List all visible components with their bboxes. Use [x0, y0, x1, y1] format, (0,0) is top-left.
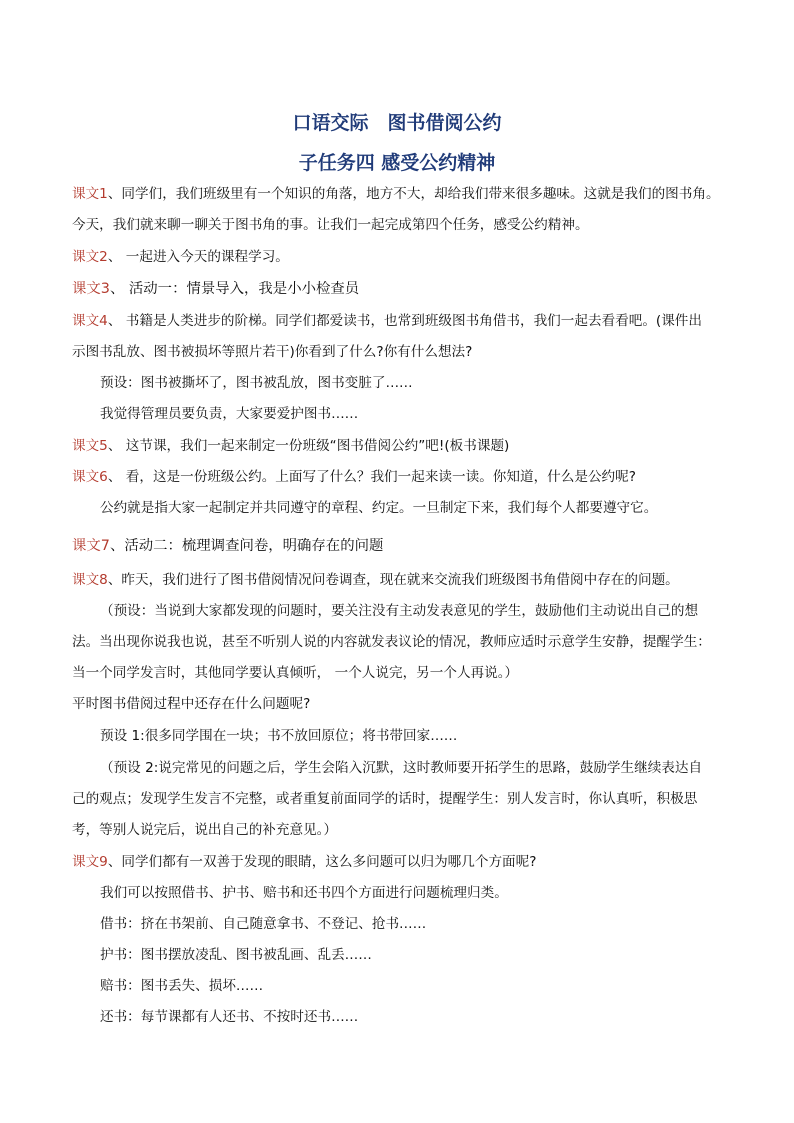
paragraph-text: 、 这节课，我们一起来制定一份班级“图书借阅公约”吧!(板书课题)	[107, 438, 510, 454]
preset-text: 预设 1:很多同学围在一块；书不放回原位；将书带回家……	[100, 728, 458, 744]
preset-text: 预设：图书被撕坏了，图书被乱放，图书变脏了……	[100, 375, 413, 391]
section-label: 课文1	[72, 186, 108, 202]
preset-text: （预设 2:说完常见的问题之后，学生会陷入沉默，这时教师要开拓学生的思路，鼓励学生继续表达自	[100, 760, 703, 776]
question-text: 平时图书借阅过程中还存在什么问题呢?	[72, 696, 311, 712]
paragraph-3	[72, 279, 359, 299]
preset-text: （预设：当说到大家都发现的问题时，要关注没有主动发表意见的学生，鼓励他们主动说出自己的想	[100, 603, 699, 619]
section-label: 课文2	[72, 249, 108, 265]
paragraph-5	[72, 436, 509, 456]
preset-text-cont: 考，等别人说完后，说出自己的补充意见。）	[72, 822, 338, 838]
list-item: 赔书：图书丢失、损坏……	[100, 978, 264, 994]
section-label: 课文6	[72, 469, 108, 485]
paragraph-text: 公约就是指大家一起制定并共同遵守的章程、约定。一旦制定下来，我们每个人都要遵守它。	[100, 500, 658, 516]
paragraph-text: 、昨天，我们进行了图书借阅情况问卷调查，现在就来交流我们班级图书角借阅中存在的问题。	[107, 572, 679, 588]
list-item: 还书：每节课都有人还书、不按时还书……	[100, 1009, 359, 1025]
paragraph-text: 我们可以按照借书、护书、赔书和还书四个方面进行问题梳理归类。	[100, 885, 508, 901]
page-subtitle: 子任务四 感受公约精神	[298, 152, 496, 174]
preset-text-cont: 法。当出现你说我也说，甚至不听别人说的内容就发表议论的情况，教师应适时示意学生安静，提醒学生：	[72, 634, 711, 650]
paragraph-text: 、 看，这是一份班级公约。上面写了什么？我们一起来读一读。你知道，什么是公约呢?	[107, 469, 636, 485]
paragraph-1	[72, 184, 720, 204]
page-title: 口语交际 图书借阅公约	[292, 112, 502, 134]
paragraph-text: 我觉得管理员要负责，大家要爱护图书……	[100, 406, 359, 422]
paragraph-4-cont: 示图书乱放、图书被损坏等照片若干)你看到了什么?你有什么想法?	[72, 344, 473, 360]
paragraph-text: 、 活动一：情景导入，我是小小检查员	[109, 281, 360, 297]
paragraph-6	[72, 467, 636, 487]
paragraph-7	[72, 536, 383, 556]
section-label: 课文9	[72, 854, 108, 870]
paragraph-8	[72, 570, 679, 590]
section-label: 课文7	[72, 538, 110, 554]
paragraph-1-cont: 今天，我们就来聊一聊关于图书角的事。让我们一起完成第四个任务，感受公约精神。	[72, 217, 589, 233]
section-label: 课文5	[72, 438, 108, 454]
paragraph-text: 、 书籍是人类进步的阶梯。同学们都爱读书，也常到班级图书角借书，我们一起去看看吧。(课件出	[107, 313, 702, 329]
list-item: 借书：挤在书架前、自己随意拿书、不登记、抢书……	[100, 916, 427, 932]
section-label: 课文3	[72, 281, 110, 297]
preset-text-cont: 己的观点；发现学生发言不完整，或者重复前面同学的话时，提醒学生：别人发言时，你认真听，积极思	[72, 791, 698, 807]
paragraph-text: 、活动二：梳理调查问卷，明确存在的问题	[109, 538, 384, 554]
section-label: 课文8	[72, 572, 108, 588]
paragraph-text: 、同学们都有一双善于发现的眼睛，这么多问题可以归为哪几个方面呢?	[107, 854, 537, 870]
paragraph-9	[72, 852, 536, 872]
paragraph-text: 、同学们，我们班级里有一个知识的角落，地方不大，却给我们带来很多趣味。这就是我们的图书角。	[107, 186, 720, 202]
paragraph-2	[72, 247, 289, 267]
preset-text-cont: 当一个同学发言时，其他同学要认真倾听， 一个人说完，另一个人再说。）	[72, 665, 519, 681]
section-label: 课文4	[72, 313, 108, 329]
list-item: 护书：图书摆放凌乱、图书被乱画、乱丢……	[100, 947, 372, 963]
paragraph-4	[72, 311, 702, 331]
paragraph-text: 、 一起进入今天的课程学习。	[107, 249, 289, 265]
